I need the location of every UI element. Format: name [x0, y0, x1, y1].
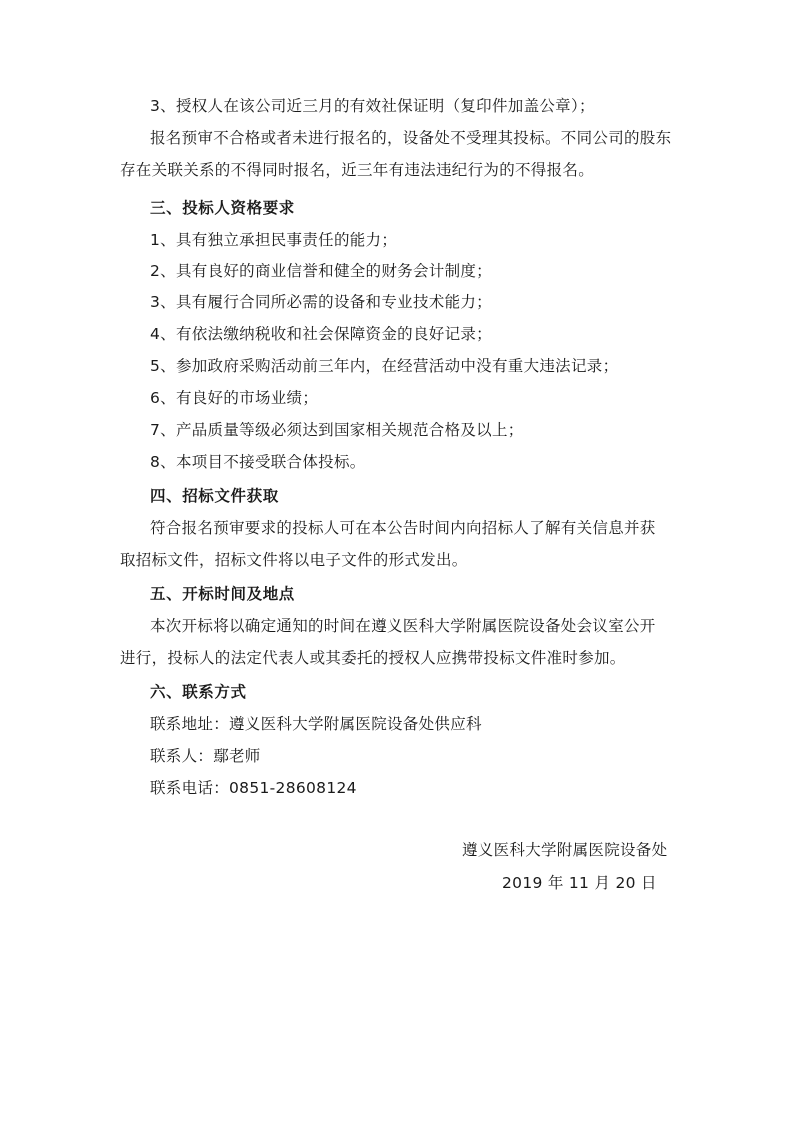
text-line: 进行，投标人的法定代表人或其委托的授权人应携带投标文件准时参加。 — [120, 649, 626, 667]
section-heading: 六、联系方式 — [150, 683, 247, 701]
text-line: 符合报名预审要求的投标人可在本公告时间内向招标人了解有关信息并获 — [150, 519, 656, 537]
text-line: 3、授权人在该公司近三月的有效社保证明（复印件加盖公章）； — [150, 97, 595, 115]
signature-organization: 遵义医科大学附属医院设备处 — [462, 841, 668, 859]
text-line: 取招标文件，招标文件将以电子文件的形式发出。 — [120, 551, 468, 569]
section-heading: 五、开标时间及地点 — [150, 585, 295, 603]
list-item: 1、具有独立承担民事责任的能力； — [150, 231, 398, 249]
text-line: 存在关联关系的不得同时报名，近三年有违法违纪行为的不得报名。 — [120, 161, 595, 179]
signature-date: 2019 年 11 月 20 日 — [502, 874, 657, 892]
list-item: 3、具有履行合同所必需的设备和专业技术能力； — [150, 293, 492, 311]
text-line: 本次开标将以确定通知的时间在遵义医科大学附属医院设备处会议室公开 — [150, 617, 656, 635]
list-item: 2、具有良好的商业信誉和健全的财务会计制度； — [150, 262, 492, 280]
section-heading: 三、投标人资格要求 — [150, 199, 295, 217]
section-heading: 四、招标文件获取 — [150, 487, 279, 505]
contact-address: 联系地址：遵义医科大学附属医院设备处供应科 — [150, 715, 482, 733]
list-item: 5、参加政府采购活动前三年内，在经营活动中没有重大违法记录； — [150, 357, 619, 375]
list-item: 4、有依法缴纳税收和社会保障资金的良好记录； — [150, 325, 492, 343]
list-item: 7、产品质量等级必须达到国家相关规范合格及以上； — [150, 421, 524, 439]
list-item: 8、本项目不接受联合体投标。 — [150, 453, 366, 471]
text-line: 报名预审不合格或者未进行报名的，设备处不受理其投标。不同公司的股东 — [150, 129, 672, 147]
contact-person: 联系人：鄢老师 — [150, 747, 261, 765]
list-item: 6、有良好的市场业绩； — [150, 389, 319, 407]
contact-phone: 联系电话：0851-28608124 — [150, 779, 357, 797]
